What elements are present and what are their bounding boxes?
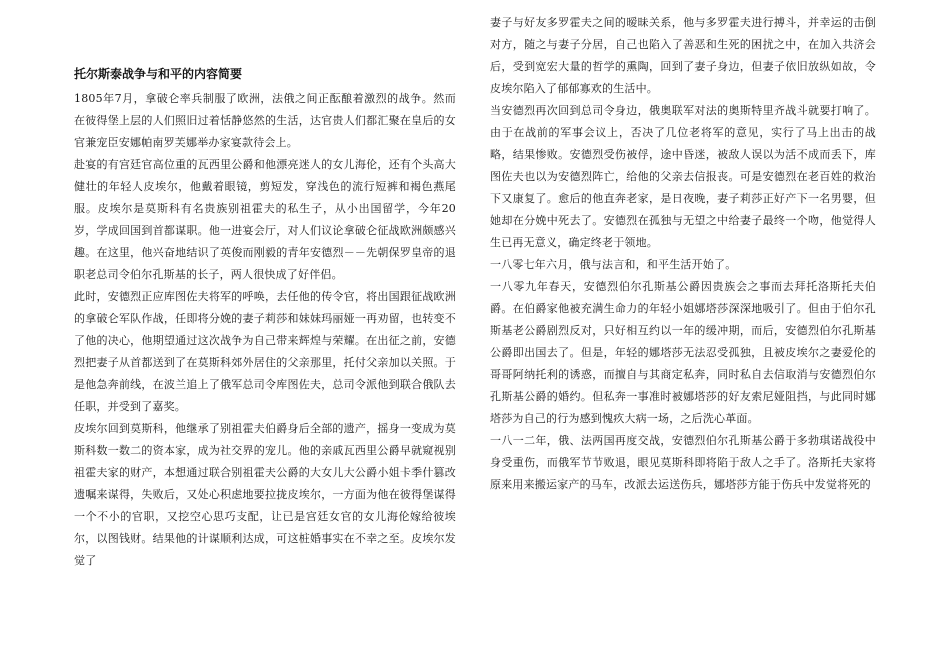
paragraph: 1805年7月，拿破仑率兵制服了欧洲，法俄之间正酝酿着激烈的战争。然而在彼得堡上层的人们照旧过着恬静悠然的生活，达官贵人们都汇聚在皇后的女官兼宠臣安娜帕南罗芙娜举办家宴款待会上。 [74,92,456,149]
paragraph: 一八零七年六月，俄与法言和，和平生活开始了。 [490,258,737,271]
paragraph: 此时，安德烈正应库图佐夫将军的呼唤，去任他的传令官，将出国跟征战欧洲的拿破仑军队作战，任即将分娩的妻子莉莎和妹妹玛丽娅一再劝留，也转变不了他的决心，他期望通过这次战争为自己带来辉煌与荣耀。在出征之前，安德烈把妻子从首都送到了在莫斯科郊外居住的父亲那里，托付父亲加以关照。于是他急奔前线，在波兰追上了俄军总司令库图佐夫，总司令派他到联合俄队去任职，并受到了嘉奖。 [74,290,456,413]
left-column [74,66,456,572]
document-title: 托尔斯泰战争与和平的内容简要 [74,67,243,81]
paragraph: 皮埃尔回到莫斯科，他继承了别祖霍夫伯爵身后全部的遗产，摇身一变成为莫斯科数一数二的资本家，成为社交界的宠儿。他的亲戚瓦西里公爵早就窥视别祖霍夫家的财产，本想通过联合别祖霍夫公爵的大女儿大公爵小姐卡季什篡改遗嘱来谋得，失败后，又处心积虑地要拉拢皮埃尔，一方面为他在彼得堡谋得一个不小的官职，又挖空心思巧支配，让已是宫廷女官的女儿海伦嫁给彼埃尔，以图钱财。结果他的计谋顺利达成，可这桩婚事实在不幸之至。皮埃尔发觉了 [74,422,456,567]
paragraph: 妻子与好友多罗霍夫之间的暧昧关系，他与多罗霍夫进行搏斗，并幸运的击倒对方，随之与妻子分居，自己也陷入了善恶和生死的困扰之中，在加入共济会后，受到宽宏大量的哲学的熏陶，回到了妻子身边，但妻子依旧放纵如故，令皮埃尔陷入了郁郁寡欢的生活中。 [490,16,876,95]
paragraph: 当安德烈再次回到总司令身边，俄奥联军对法的奥斯特里齐战斗就要打响了。由于在战前的军事会议上，否决了几位老将军的意见，实行了马上出击的战略，结果惨败。安德烈受伤被俘，途中昏迷，被敌人误以为活不成而丢下，库图佐夫也以为安德烈阵亡，给他的父亲去信报丧。可是安德烈在老百姓的救治下又康复了。愈后的他直奔老家，是日夜晚，妻子莉莎正好产下一名男婴，但她却在分娩中死去了。安德烈在孤独与无望之中给妻子最终一个吻，他觉得人生已再无意义，确定终老于领地。 [490,104,876,249]
right-column [490,12,876,496]
paragraph: 赴宴的有宫廷官高位重的瓦西里公爵和他漂亮迷人的女儿海伦，还有个头高大健壮的年轻人皮埃尔，他戴着眼镜，剪短发，穿浅色的流行短裤和褐色燕尾服。皮埃尔是莫斯科有名贵族别祖霍夫的私生子，从小出国留学，今年20岁，学成回国到首都谋职。他一进宴会厅，对人们议论拿破仑征战欧洲颇感兴趣。在这里，他兴奋地结识了英俊而刚毅的青年安德烈－－先朝保罗皇帝的退职老总司令伯尔孔斯基的长子，两人很快成了好伴侣。 [74,158,456,281]
paragraph: 一八一二年，俄、法两国再度交战，安德烈伯尔孔斯基公爵于多勃琪诺战役中身受重伤，而俄军节节败退，眼见莫斯科即将陷于敌人之手了。洛斯托夫家将原来用来搬运家产的马车，改派去运送伤兵，娜塔莎方能于伤兵中发觉将死的 [490,434,876,491]
paragraph: 一八零九年春天，安德烈伯尔孔斯基公爵因贵族会之事而去拜托洛斯托夫伯爵。在伯爵家他被充满生命力的年轻小姐娜塔莎深深地吸引了。但由于伯尔孔斯基老公爵剧烈反对，只好相互约以一年的缓冲期，而后，安德烈伯尔孔斯基公爵即出国去了。但是，年轻的娜塔莎无法忍受孤独，且被皮埃尔之妻爱伦的哥哥阿纳托利的诱惑，而擅自与其商定私奔，同时私自去信取消与安德烈伯尔孔斯基公爵的婚约。但私奔一事准时被娜塔莎的好友索尼娅阻挡，与此同时娜塔莎为自己的行为感到愧疚大病一场，之后洗心革面。 [490,280,876,425]
